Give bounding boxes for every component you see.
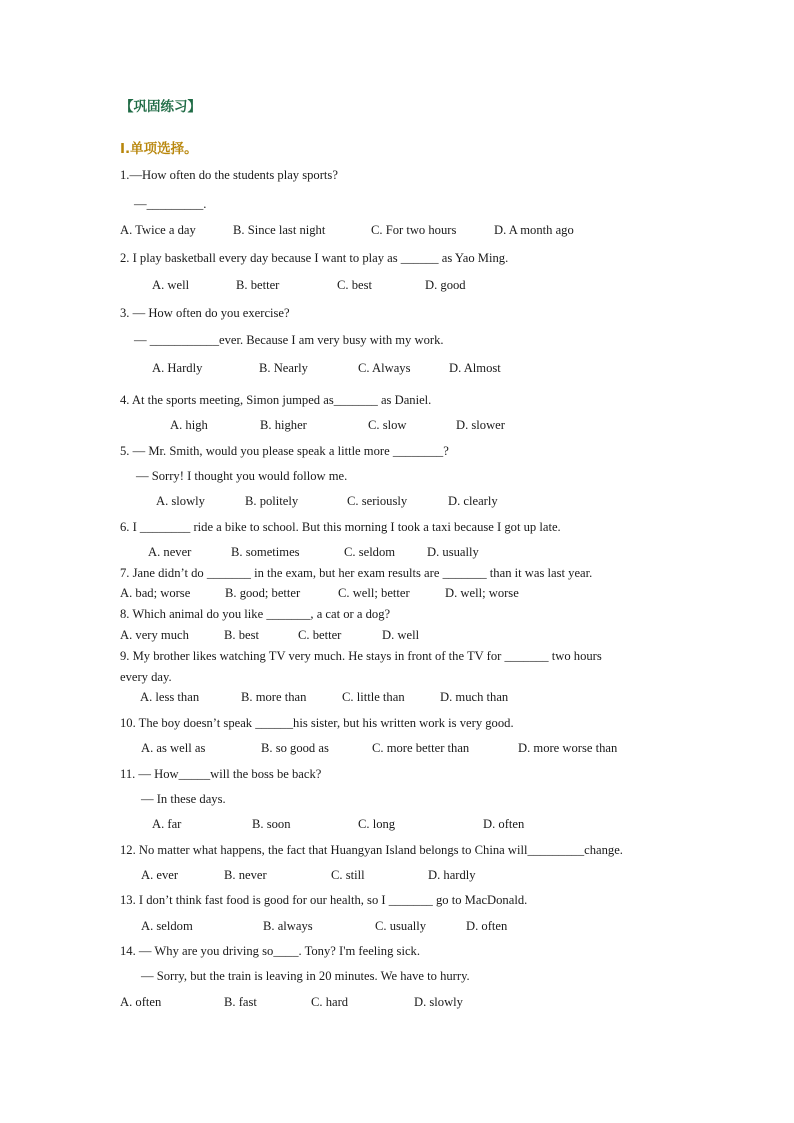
- question-2-option-b: B. better: [236, 278, 280, 292]
- question-5-option-c: C. seriously: [347, 494, 408, 508]
- question-4-option-b: B. higher: [260, 418, 307, 432]
- question-9-option-a: A. less than: [140, 690, 200, 704]
- question-6-option-b: B. sometimes: [231, 545, 300, 559]
- question-2-option-a: A. well: [152, 278, 190, 292]
- question-14-option-c: C. hard: [311, 995, 349, 1009]
- question-7-option-d: D. well; worse: [445, 586, 519, 600]
- question-4-option-a: A. high: [170, 418, 208, 432]
- question-2-option-c: C. best: [337, 278, 372, 292]
- question-13-option-d: D. often: [466, 919, 508, 933]
- question-12-option-b: B. never: [224, 868, 267, 882]
- question-5-stem: 5. — Mr. Smith, would you please speak a little more ________?: [120, 444, 449, 458]
- question-14-stem: 14. — Why are you driving so____. Tony? I'm feeling sick.: [120, 944, 420, 958]
- question-6-option-c: C. seldom: [344, 545, 396, 559]
- question-4-option-d: D. slower: [456, 418, 505, 432]
- question-3-stem: 3. — How often do you exercise?: [120, 306, 290, 320]
- question-13-option-a: A. seldom: [141, 919, 193, 933]
- question-9-option-c: C. little than: [342, 690, 405, 704]
- question-13-stem: 13. I don’t think fast food is good for our health, so I _______ go to MacDonald.: [120, 893, 528, 907]
- question-2-option-d: D. good: [425, 278, 466, 292]
- question-5-option-b: B. politely: [245, 494, 299, 508]
- question-14-option-d: D. slowly: [414, 995, 463, 1009]
- question-11-stem: 11. — How_____will the boss be back?: [120, 767, 322, 781]
- question-1-option-d: D. A month ago: [494, 223, 574, 237]
- question-1-option-a: A. Twice a day: [120, 223, 196, 237]
- question-11-option-a: A. far: [152, 817, 182, 831]
- question-9-option-b: B. more than: [241, 690, 307, 704]
- question-8-option-d: D. well: [382, 628, 420, 642]
- question-5-option-a: A. slowly: [156, 494, 205, 508]
- question-10-option-c: C. more better than: [372, 741, 470, 755]
- question-14-line-2: — Sorry, but the train is leaving in 20 minutes. We have to hurry.: [141, 969, 470, 983]
- question-11-option-b: B. soon: [252, 817, 291, 831]
- question-9-stem: 9. My brother likes watching TV very much. He stays in front of the TV for _______ two hours: [120, 649, 602, 663]
- question-6-stem: 6. I ________ ride a bike to school. But this morning I took a taxi because I got up late.: [120, 520, 561, 534]
- question-11-option-c: C. long: [358, 817, 396, 831]
- question-3-option-c: C. Always: [358, 361, 411, 375]
- question-5-option-d: D. clearly: [448, 494, 498, 508]
- question-5-line-2: — Sorry! I thought you would follow me.: [136, 469, 348, 483]
- question-4-stem: 4. At the sports meeting, Simon jumped as_______ as Daniel.: [120, 393, 432, 407]
- question-8-option-b: B. best: [224, 628, 259, 642]
- question-8-option-a: A. very much: [120, 628, 189, 642]
- question-9-line-2: every day.: [120, 670, 172, 684]
- question-1-option-c: C. For two hours: [371, 223, 457, 237]
- part-title: I.单项选择。: [120, 141, 198, 157]
- question-12-option-a: A. ever: [141, 868, 179, 882]
- question-7-stem: 7. Jane didn’t do _______ in the exam, but her exam results are _______ than it was last year.: [120, 566, 593, 580]
- question-10-option-b: B. so good as: [261, 741, 329, 755]
- question-14-option-a: A. often: [120, 995, 162, 1009]
- question-12-option-d: D. hardly: [428, 868, 476, 882]
- question-13-option-b: B. always: [263, 919, 313, 933]
- question-11-option-d: D. often: [483, 817, 525, 831]
- question-12-option-c: C. still: [331, 868, 365, 882]
- question-2-stem: 2. I play basketball every day because I want to play as ______ as Yao Ming.: [120, 251, 509, 265]
- question-3-option-a: A. Hardly: [152, 361, 203, 375]
- question-8-stem: 8. Which animal do you like _______, a cat or a dog?: [120, 607, 391, 621]
- question-9-option-d: D. much than: [440, 690, 509, 704]
- question-11-line-2: — In these days.: [141, 792, 226, 806]
- question-1-answer-line: —_________.: [134, 197, 207, 211]
- question-3-line-2: — ___________ever. Because I am very busy with my work.: [134, 333, 444, 347]
- question-3-option-d: D. Almost: [449, 361, 501, 375]
- section-title: 【巩固练习】: [120, 99, 201, 115]
- question-6-option-a: A. never: [148, 545, 192, 559]
- question-13-option-c: C. usually: [375, 919, 427, 933]
- question-10-stem: 10. The boy doesn’t speak ______his sister, but his written work is very good.: [120, 716, 514, 730]
- question-10-option-a: A. as well as: [141, 741, 206, 755]
- question-8-option-c: C. better: [298, 628, 342, 642]
- question-3-option-b: B. Nearly: [259, 361, 308, 375]
- question-12-stem: 12. No matter what happens, the fact that Huangyan Island belongs to China will_________change.: [120, 843, 623, 857]
- question-4-option-c: C. slow: [368, 418, 407, 432]
- question-1-option-b: B. Since last night: [233, 223, 326, 237]
- question-6-option-d: D. usually: [427, 545, 479, 559]
- question-1-stem: 1.—How often do the students play sports?: [120, 168, 338, 182]
- question-10-option-d: D. more worse than: [518, 741, 618, 755]
- question-7-option-c: C. well; better: [338, 586, 410, 600]
- question-7-option-a: A. bad; worse: [120, 586, 191, 600]
- question-7-option-b: B. good; better: [225, 586, 301, 600]
- question-14-option-b: B. fast: [224, 995, 257, 1009]
